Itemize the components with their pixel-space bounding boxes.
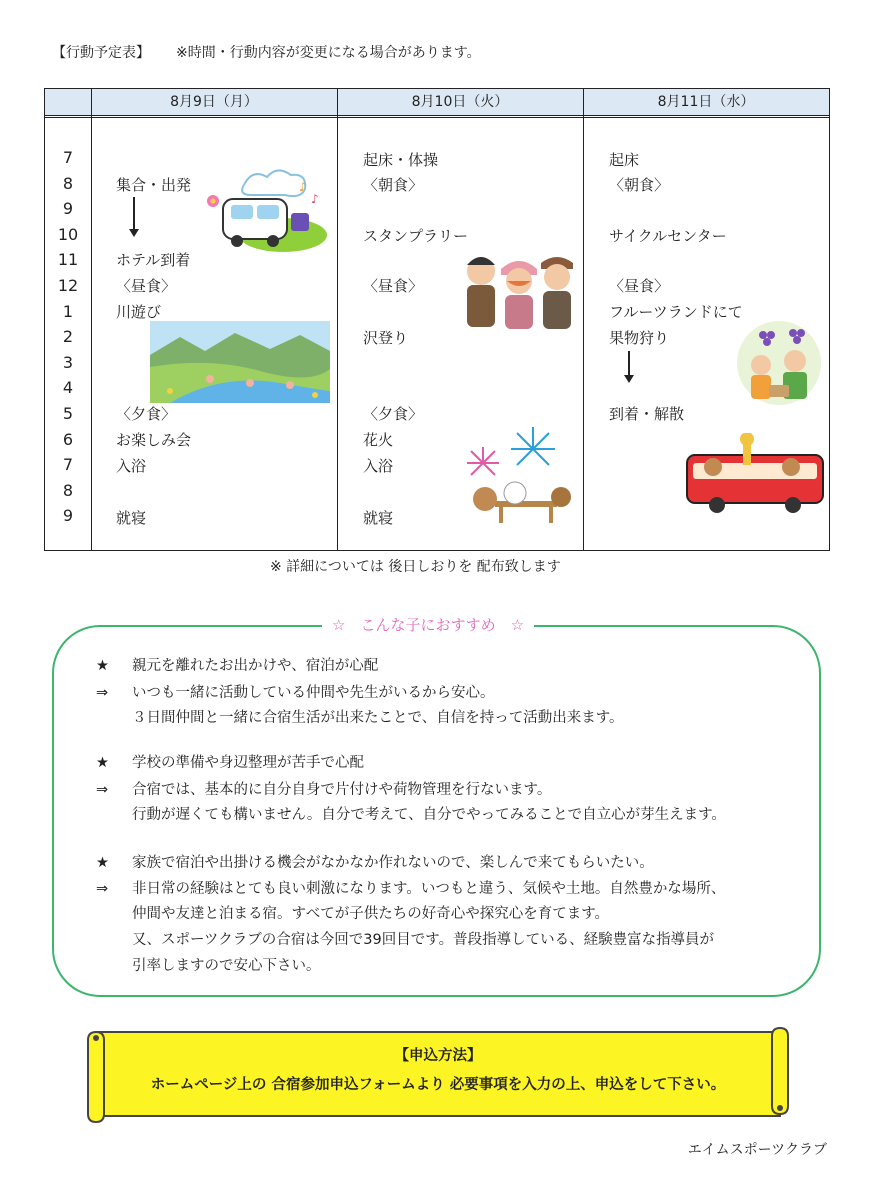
down-arrow-icon xyxy=(133,197,135,235)
hour-column xyxy=(45,145,91,529)
recommend-item-1: ★ 親元を離れたお出かけや、宿泊が心配 xyxy=(96,658,379,674)
recommend-detail: 仲間や友達と泊まる宿。すべてが子供たちの好奇心や探究心を育てます。 xyxy=(132,906,610,922)
hour-label: 8 xyxy=(62,480,74,500)
event-stamp-rally: スタンプラリー xyxy=(363,227,469,245)
recommend-detail: 引率しますので安心下さい。 xyxy=(132,958,321,974)
schedule-table xyxy=(44,88,830,551)
event-fireworks: 花火 xyxy=(363,431,394,449)
scroll-banner-frame xyxy=(86,1018,790,1124)
hour-label: 1 xyxy=(62,301,74,321)
hour-label: 3 xyxy=(62,352,74,372)
arrow-icon: ⇒ xyxy=(96,782,109,798)
event-hotel-arrival: ホテル到着 xyxy=(116,251,191,269)
star-icon: ★ xyxy=(96,658,109,674)
event-fruit-picking: 果物狩り xyxy=(609,329,670,347)
hour-label: 9 xyxy=(62,506,74,526)
event-breakfast: 〈朝食〉 xyxy=(363,176,424,194)
column-divider xyxy=(91,89,92,550)
recommend-title: ☆ こんな子におすすめ ☆ xyxy=(322,614,534,635)
recommend-detail: ３日間仲間と一緒に合宿生活が出来たことで、自信を持って活動出来ます。 xyxy=(132,710,624,726)
red-bus-illustration xyxy=(683,433,829,515)
fireworks-illustration xyxy=(455,423,579,527)
svg-text:♪: ♪ xyxy=(299,180,307,194)
day-header-3: 8月11日（水） xyxy=(657,94,755,110)
header xyxy=(52,42,481,62)
event-wakeup-exercise: 起床・体操 xyxy=(363,151,439,169)
recommend-detail: 行動が遅くても構いません。自分で考えて、自分でやってみることで自立心が芽生えます。 xyxy=(132,807,726,823)
header-notice: ※時間・行動内容が変更になる場合があります。 xyxy=(176,45,481,61)
river-illustration xyxy=(150,321,330,403)
event-stream-climbing: 沢登り xyxy=(363,329,409,347)
footer-club-name: エイムスポーツクラブ xyxy=(687,1142,827,1158)
apply-text: ホームページ上の 合宿参加申込フォームより 必要事項を入力の上、申込をして下さい。 xyxy=(150,1077,726,1093)
recommend-item-2: ★ 学校の準備や身辺整理が苦手で心配 xyxy=(96,755,364,771)
star-icon: ★ xyxy=(96,755,109,771)
hour-label: 7 xyxy=(62,455,74,475)
column-divider xyxy=(583,89,584,550)
event-sleep: 就寝 xyxy=(116,509,147,527)
hour-label: 11 xyxy=(57,250,79,270)
hour-label: 12 xyxy=(57,275,79,295)
explorers-illustration xyxy=(457,247,579,335)
recommend-detail: ⇒ 合宿では、基本的に自分自身で片付けや荷物管理を行ないます。 xyxy=(96,782,552,798)
hour-label: 8 xyxy=(62,173,74,193)
arrow-icon: ⇒ xyxy=(96,685,109,701)
svg-text:♪: ♪ xyxy=(311,192,319,206)
apply-title: 【申込方法】 xyxy=(394,1048,482,1064)
day-header-2: 8月10日（火） xyxy=(411,94,509,110)
event-lunch: 〈昼食〉 xyxy=(116,277,177,295)
arrow-icon: ⇒ xyxy=(96,881,109,897)
event-river-play: 川遊び xyxy=(116,303,162,321)
event-dinner: 〈夕食〉 xyxy=(363,405,424,423)
star-icon: ★ xyxy=(96,855,109,871)
event-lunch: 〈昼食〉 xyxy=(609,277,670,295)
event-breakfast: 〈朝食〉 xyxy=(609,176,670,194)
recommend-detail: ⇒ いつも一緒に活動している仲間や先生がいるから安心。 xyxy=(96,685,495,701)
hour-label: 6 xyxy=(62,429,74,449)
event-party: お楽しみ会 xyxy=(116,431,192,449)
event-wakeup: 起床 xyxy=(609,151,640,169)
grape-picking-illustration xyxy=(733,321,825,405)
recommend-detail: ⇒ 非日常の経験はとても良い刺激になります。いつもと違う、気候や土地。自然豊かな場所、 xyxy=(96,881,726,897)
hour-label: 5 xyxy=(62,403,74,423)
hour-label: 2 xyxy=(62,327,74,347)
hour-label: 7 xyxy=(62,148,74,167)
event-sleep: 就寝 xyxy=(363,509,394,527)
event-fruit-land: フルーツランドにて xyxy=(609,303,743,321)
hour-label: 10 xyxy=(57,224,79,244)
event-dinner: 〈夕食〉 xyxy=(116,405,177,423)
header-title: 【行動予定表】 xyxy=(52,45,150,61)
event-lunch: 〈昼食〉 xyxy=(363,277,424,295)
down-arrow-icon xyxy=(628,351,630,381)
hour-label: 4 xyxy=(62,378,74,398)
bus-illustration xyxy=(203,169,327,255)
hour-label: 9 xyxy=(62,199,74,219)
event-arrival-dismissal: 到着・解散 xyxy=(609,405,685,423)
event-bath: 入浴 xyxy=(363,457,394,475)
event-gather-depart: 集合・出発 xyxy=(116,176,192,194)
event-cycle-center: サイクルセンター xyxy=(609,227,727,245)
details-note: ※ 詳細については 後日しおりを 配布致します xyxy=(270,559,561,575)
column-divider xyxy=(337,89,338,550)
recommend-detail: 又、スポーツクラブの合宿は今回で39回目です。普段指導している、経験豊富な指導員が xyxy=(132,932,715,948)
event-bath: 入浴 xyxy=(116,457,147,475)
day-header-1: 8月9日（月） xyxy=(170,94,258,110)
recommend-item-3: ★ 家族で宿泊や出掛ける機会がなかなか作れないので、楽しんで来てもらいたい。 xyxy=(96,855,654,871)
